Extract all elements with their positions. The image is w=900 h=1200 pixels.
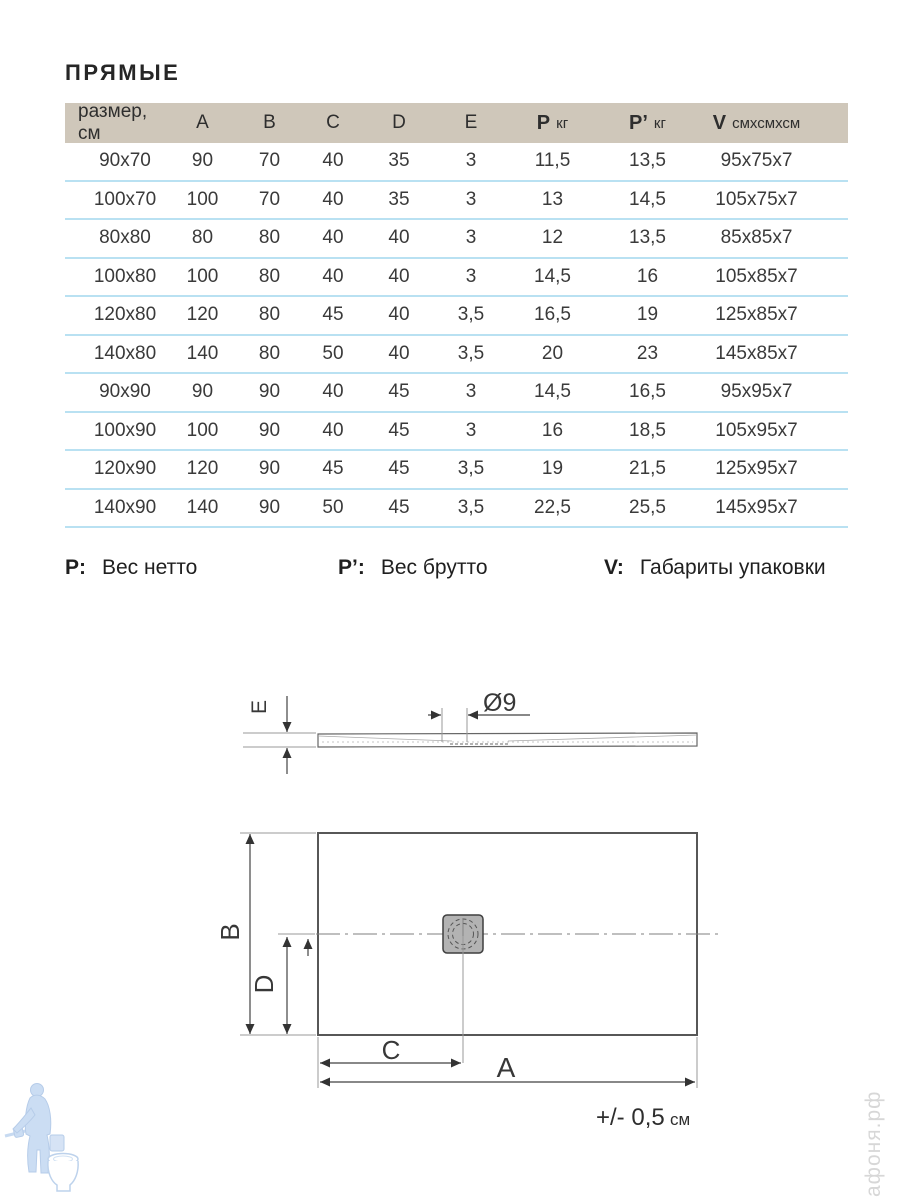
table-cell: 40 (322, 227, 344, 249)
table-cell: 90 (258, 419, 281, 441)
table-cell: 40 (322, 381, 344, 403)
table-cell: 12 (541, 227, 564, 249)
table-cell: 3 (465, 188, 477, 210)
table-cell: 120x80 (93, 304, 157, 326)
table-cell: 3 (465, 227, 477, 249)
side-view-drawing (243, 689, 697, 774)
table-cell: 3,5 (457, 496, 485, 518)
table-cell: 3,5 (457, 342, 485, 364)
tolerance-note: +/- 0,5 (596, 1104, 665, 1131)
column-header-label: C (326, 112, 340, 133)
table-cell: 22,5 (534, 496, 571, 518)
table-cell: 45 (388, 458, 410, 480)
table-cell: 40 (388, 265, 410, 287)
column-header (365, 103, 433, 143)
spec-table (65, 103, 848, 528)
table-row (65, 297, 848, 336)
dim-label-b: B (215, 923, 245, 941)
table-cell: 16,5 (629, 381, 666, 403)
table-cell: 120 (186, 304, 219, 326)
column-header-label: размер, см (78, 101, 148, 144)
table-cell: 16 (636, 265, 659, 287)
table-cell: 14,5 (534, 381, 571, 403)
table-cell: 120 (186, 458, 219, 480)
column-header-label: P (536, 111, 551, 134)
column-header (167, 103, 238, 143)
table-cell: 80 (258, 304, 281, 326)
table-cell: 18,5 (629, 419, 666, 441)
table-cell: 13,5 (629, 227, 666, 249)
plumber-logo-watermark (5, 1084, 78, 1192)
table-cell: 100x80 (93, 265, 157, 287)
legend-item-gross-weight (338, 556, 488, 580)
table-cell: 140x80 (93, 342, 157, 364)
table-cell: 90x90 (99, 381, 151, 403)
table-cell: 19 (541, 458, 564, 480)
table-cell: 3 (465, 265, 477, 287)
table-cell: 95x75x7 (720, 150, 793, 172)
table-cell: 3,5 (457, 304, 485, 326)
table-cell: 13 (541, 188, 564, 210)
table-cell: 11,5 (534, 150, 571, 172)
table-cell: 70 (258, 150, 281, 172)
dim-label-diameter: Ø9 (483, 689, 517, 717)
table-cell: 3,5 (457, 458, 485, 480)
table-cell: 80 (191, 227, 214, 249)
table-cell: 100 (186, 265, 219, 287)
table-cell: 45 (388, 496, 410, 518)
table-cell: 45 (322, 304, 344, 326)
table-cell: 45 (322, 458, 344, 480)
legend-item-package-size (604, 556, 826, 580)
table-cell: 80x80 (99, 227, 151, 249)
table-row (65, 220, 848, 259)
table-cell: 23 (636, 342, 659, 364)
table-cell: 105x95x7 (715, 419, 798, 441)
dim-label-c: C (381, 1035, 401, 1065)
legend-key: P: (65, 556, 86, 579)
table-cell: 90 (258, 458, 281, 480)
column-header (509, 103, 596, 143)
table-cell: 3 (465, 419, 477, 441)
legend-item-net-weight (65, 556, 197, 580)
column-header-label: P’ (629, 111, 648, 134)
table-cell: 145x95x7 (715, 496, 798, 518)
table-cell: 90 (191, 381, 214, 403)
table-cell: 80 (258, 227, 281, 249)
table-cell: 45 (388, 381, 410, 403)
table-cell: 50 (322, 342, 344, 364)
table-cell: 16,5 (534, 304, 571, 326)
table-cell: 50 (322, 496, 344, 518)
table-cell: 90x70 (99, 150, 151, 172)
table-cell: 40 (322, 150, 344, 172)
legend-key: V: (604, 556, 624, 579)
table-cell: 85x85x7 (720, 227, 793, 249)
table-header (65, 103, 848, 143)
table-cell: 25,5 (629, 496, 666, 518)
page-title: ПРЯМЫЕ (65, 60, 181, 85)
dim-label-a: A (496, 1052, 516, 1083)
dim-label-d: D (249, 974, 279, 994)
column-header (433, 103, 509, 143)
column-header-unit: кг (556, 114, 569, 132)
table-cell: 45 (388, 419, 410, 441)
table-cell: 100x90 (93, 419, 157, 441)
legend-text: Габариты упаковки (639, 556, 826, 579)
table-cell: 21,5 (629, 458, 666, 480)
column-header (699, 103, 848, 143)
table-cell: 80 (258, 265, 281, 287)
column-header-unit: кг (653, 114, 666, 132)
table-cell: 40 (388, 342, 410, 364)
table-row (65, 182, 848, 221)
site-watermark: афоня.рф (862, 1090, 885, 1197)
table-cell: 3 (465, 381, 477, 403)
table-cell: 125x85x7 (715, 304, 798, 326)
table-cell: 80 (258, 342, 281, 364)
table-cell: 40 (388, 304, 410, 326)
table-cell: 70 (258, 188, 281, 210)
table-cell: 40 (322, 188, 344, 210)
table-cell: 40 (322, 265, 344, 287)
table-row (65, 490, 848, 529)
table-cell: 95x95x7 (720, 381, 793, 403)
table-body (65, 143, 848, 528)
table-cell: 35 (388, 188, 410, 210)
table-row (65, 413, 848, 452)
table-cell: 100 (186, 188, 219, 210)
table-cell: 140 (186, 496, 219, 518)
table-row (65, 259, 848, 298)
column-header-label: E (464, 112, 478, 133)
table-cell: 100x70 (93, 188, 157, 210)
table-cell: 120x90 (93, 458, 157, 480)
table-row (65, 374, 848, 413)
top-view-drawing (215, 833, 722, 1131)
table-cell: 140 (186, 342, 219, 364)
tolerance-unit: см (670, 1110, 691, 1129)
table-row (65, 451, 848, 490)
table-cell: 125x95x7 (715, 458, 798, 480)
table-cell: 145x85x7 (715, 342, 798, 364)
table-cell: 3 (465, 150, 477, 172)
table-cell: 14,5 (534, 265, 571, 287)
column-header-unit: смхсмхсм (732, 114, 801, 132)
table-cell: 100 (186, 419, 219, 441)
legend-key: P’: (338, 556, 365, 579)
table-cell: 14,5 (629, 188, 666, 210)
table-cell: 105x75x7 (715, 188, 798, 210)
table-cell: 19 (636, 304, 659, 326)
table-cell: 90 (191, 150, 214, 172)
legend-text: Вес нетто (102, 556, 198, 579)
table-cell: 140x90 (93, 496, 157, 518)
table-cell: 105x85x7 (715, 265, 798, 287)
table-row (65, 336, 848, 375)
column-header-label: V (712, 111, 727, 134)
column-header (596, 103, 699, 143)
legend-text: Вес брутто (380, 556, 488, 579)
table-cell: 20 (541, 342, 564, 364)
dim-label-e: E (248, 699, 271, 715)
table-cell: 90 (258, 381, 281, 403)
table-cell: 13,5 (629, 150, 666, 172)
table-cell: 40 (388, 227, 410, 249)
table-cell: 16 (541, 419, 564, 441)
column-header-label: A (196, 112, 209, 133)
table-row (65, 143, 848, 182)
table-cell: 40 (322, 419, 344, 441)
column-header-label: D (392, 112, 406, 133)
column-header-label: B (263, 112, 276, 133)
table-cell: 90 (258, 496, 281, 518)
column-header (65, 103, 167, 143)
column-header (301, 103, 365, 143)
technical-drawing (0, 620, 900, 1200)
table-cell: 35 (388, 150, 410, 172)
column-header (238, 103, 301, 143)
